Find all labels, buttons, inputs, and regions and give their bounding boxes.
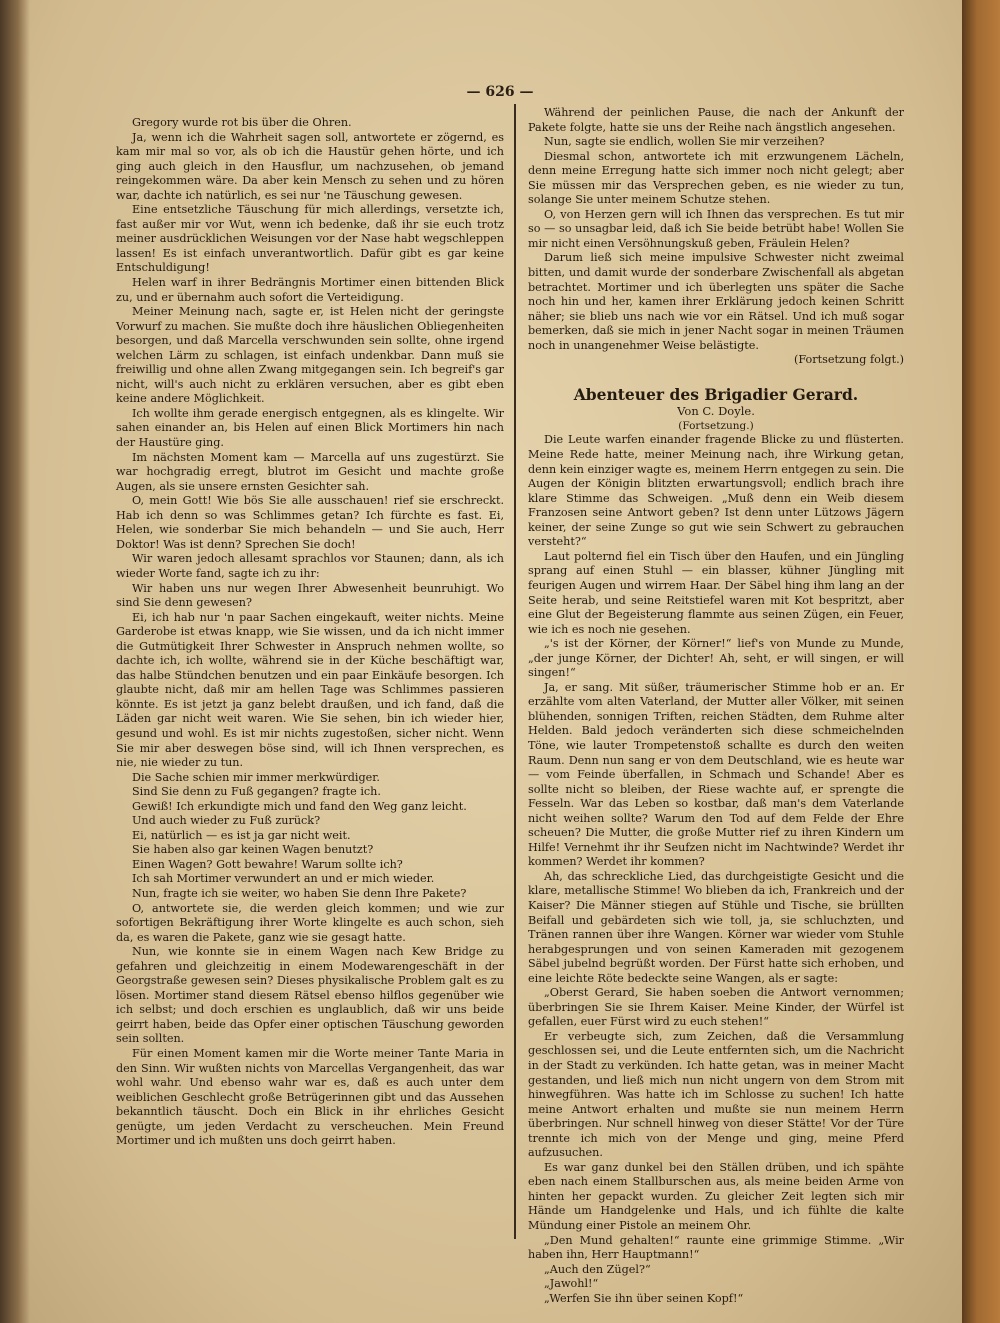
paragraph: Im nächsten Moment kam — Marcella auf uns zugestürzt. Sie war hochgradig erregt, blutrot im Gesicht und machte große Augen, als sie unsere ernsten Gesichter sah. — [116, 450, 504, 493]
paragraph: Eine entsetzliche Täuschung für mich allerdings, versetzte ich, fast außer mir vor Wut, wenn ich bedenke, daß ihr sie euch trotz meiner ausdrücklichen Weisungen vor der Nase habt wegschleppen lassen! Es ist einfach unverantwortlich. Dafür gibt es gar keine Entschuldigung! — [116, 203, 504, 275]
paragraph: „Werfen Sie ihn über seinen Kopf!“ — [544, 1291, 744, 1305]
paragraph: Darum ließ sich meine impulsive Schwester nicht zweimal bitten, und damit wurde der sonderbare Zwischenfall als abgetan betrachtet. Mortimer und ich überlegten uns später die Sache noch hin und her, kamen ihrer Erklärung jedoch keinen Schritt näher; sie blieb uns nach wie vor ein Rätsel. Und ich muß sogar bemerken, daß sie mich in jener Nacht sogar in meinen Träumen noch in unangenehmer Weise belästigte. — [528, 251, 904, 352]
paragraph: Für einen Moment kamen mir die Worte meiner Tante Maria in den Sinn. Wir wußten nichts von Marcellas Vergangenheit, das war wohl wahr. Und ebenso wahr war es, daß es auch unter dem weiblichen Geschlecht große Betrügerinnen gibt und das Aussehen bekanntlich täuscht. Doch ein Blick in ihr ehrliches Gesicht genügte, um jeden Verdacht zu verscheuchen. Mein Freund Mortimer und ich mußten uns doch geirrt haben. — [116, 1047, 504, 1148]
paragraph: Sind Sie denn zu Fuß gegangen? fragte ich. — [132, 785, 381, 799]
book-binding — [0, 0, 30, 1323]
paragraph: Ei, natürlich — es ist ja gar nicht weit. — [132, 828, 351, 842]
paragraph: O, von Herzen gern will ich Ihnen das versprechen. Es tut mir so — so unsagbar leid, daß ich Sie beide betrübt habe! Wollen Sie mir nicht einen Versöhnungskuß geben, Fräulein Helen? — [528, 207, 904, 250]
story-note: (Fortsetzung.) — [678, 419, 754, 432]
left-column — [116, 116, 504, 1149]
paragraph: Nun, sagte sie endlich, wollen Sie mir verzeihen? — [544, 135, 825, 149]
paragraph: Wir haben uns nur wegen Ihrer Abwesenheit beunruhigt. Wo sind Sie denn gewesen? — [116, 581, 504, 610]
paragraph: Sie haben also gar keinen Wagen benutzt? — [132, 843, 374, 857]
story-title: Abenteuer des Brigadier Gerard. — [573, 384, 859, 404]
right-column — [528, 106, 904, 1306]
paragraph: Die Sache schien mir immer merkwürdiger. — [132, 770, 380, 784]
paragraph: Und auch wieder zu Fuß zurück? — [132, 814, 321, 828]
paragraph: „Auch den Zügel?“ — [544, 1262, 651, 1276]
page-edge — [962, 0, 1000, 1323]
paragraph: Die Leute warfen einander fragende Blicke zu und flüsterten. Meine Rede hatte, meiner Meinung nach, ihre Wirkung getan, denn kein einziger wagte es, meinem Herrn entgegen zu sein. Die Augen der Königin blitzten erwartungsvoll; endlich brach ihre klare Stimme das Schweigen. „Muß denn ein Weib diesem Franzosen seine Antwort geben? Ist denn unter Lützows Jägern keiner, der seine Zunge so gut wie sein Schwert zu gebrauchen versteht?“ — [528, 433, 904, 549]
continuation-note: (Fortsetzung folgt.) — [793, 353, 904, 367]
paragraph: O, mein Gott! Wie bös Sie alle ausschauen! rief sie erschreckt. Hab ich denn so was Schlimmes getan? Ich fürchte es fast. Ei, Helen, wie sonderbar Sie mich behandeln — und Sie auch, Herr Doktor! Was ist denn? Sprechen Sie doch! — [116, 494, 504, 551]
paragraph: Er verbeugte sich, zum Zeichen, daß die Versammlung geschlossen sei, und die Leute entfernten sich, um die Nachricht in der Stadt zu verkünden. Ich hatte getan, was in meiner Macht gestanden, und ließ mich nun nicht ungern von dem Strom mit hinwegführen. Was hatte ich im Schlosse zu suchen! Ich hatte meine Antwort erhalten und mußte sie nun meinem Herrn überbringen. Nur schnell hinweg von dieser Stätte! Vor der Türe trennte ich mich von der Menge und ging, meine Pferd aufzusuchen. — [528, 1029, 904, 1160]
paragraph: Nun, fragte ich sie weiter, wo haben Sie denn Ihre Pakete? — [132, 886, 467, 900]
paragraph: Es war ganz dunkel bei den Ställen drüben, und ich spähte eben nach einem Stallburschen aus, als meine beiden Arme von hinten her gepackt wurden. Zu gleicher Zeit legten sich mir Hände um Handgelenke und Hals, und ich fühlte die kalte Mündung einer Pistole an meinem Ohr. — [528, 1160, 904, 1233]
story-author: Von C. Doyle. — [677, 404, 755, 419]
paragraph: Ja, er sang. Mit süßer, träumerischer Stimme hob er an. Er erzählte vom alten Vaterland, der Mutter aller Völker, mit seinen blühenden, sonnigen Triften, reichen Städten, dem Ruhme alter Helden. Bald jedoch veränderten sich diese schmeichelnden Töne, wie lauter Trompetenstoß schallte es durch den weiten Raum. Denn nun sang er von dem Deutschland, wie es heute war — vom Feinde überfallen, in Schmach und Schande! Aber es sollte nicht so bleiben, der Riese wachte auf, er sprengte die Fesseln. War das Leben so kostbar, daß man's dem Vaterlande nicht weihen sollte? Warum den Tod auf dem Felde der Ehre scheuen? Die Mutter, die große Mutter rief zu ihren Kindern um Hilfe! Vernehmt ihr ihr Seufzen nicht im Nachtwinde? Werdet ihr kommen? Werdet ihr kommen? — [528, 680, 904, 869]
paragraph: „Oberst Gerard, Sie haben soeben die Antwort vernommen; überbringen Sie sie Ihrem Kaiser. Meine Kinder, der Würfel ist gefallen, euer Fürst wird zu euch stehen!“ — [528, 986, 904, 1029]
paragraph: O, antwortete sie, die werden gleich kommen; und wie zur sofortigen Bekräftigung ihrer Worte klingelte es auch schon, sieh da, es waren die Pakete, ganz wie sie gesagt hatte. — [116, 901, 504, 944]
paragraph: „Den Mund gehalten!“ raunte eine grimmige Stimme. „Wir haben ihn, Herr Hauptmann!“ — [528, 1233, 904, 1262]
paragraph: Während der peinlichen Pause, die nach der Ankunft der Pakete folgte, hatte sie uns der Reihe nach ängstlich angesehen. — [528, 106, 904, 134]
paragraph: Nun, wie konnte sie in einem Wagen nach Kew Bridge zu gefahren und gleichzeitig in einem Modewarengeschäft in der Georgstraße gewesen sein? Dieses physikalische Problem galt es zu lösen. Mortimer stand diesem Rätsel ebenso hilflos gegenüber wie ich selbst; und doch erschien es unglaublich, daß wir uns beide geirrt haben, beide das Opfer einer optischen Täuschung geworden sein sollten. — [116, 945, 504, 1046]
paragraph: Helen warf in ihrer Bedrängnis Mortimer einen bittenden Blick zu, und er übernahm auch sofort die Verteidigung. — [116, 276, 504, 304]
column-divider — [514, 104, 516, 1239]
paragraph: Meiner Meinung nach, sagte er, ist Helen nicht der geringste Vorwurf zu machen. Sie mußte doch ihre häuslichen Obliegenheiten besorgen, und daß Marcella verschwunden sein sollte, ohne irgend welchen Lärm zu schlagen, ist einfach undenkbar. Dann muß sie freiwillig und ohne allen Zwang mitgegangen sein. Ich begreif's gar nicht, will's auch nicht zu erklären versuchen, aber es gibt eben keine andere Möglichkeit. — [116, 305, 504, 406]
paragraph: Einen Wagen? Gott bewahre! Warum sollte ich? — [132, 857, 403, 871]
paragraph: Ich sah Mortimer verwundert an und er mich wieder. — [132, 872, 435, 886]
paragraph: Wir waren jedoch allesamt sprachlos vor Staunen; dann, als ich wieder Worte fand, sagte ich zu ihr: — [116, 552, 504, 580]
paragraph: „Jawohl!“ — [544, 1277, 599, 1291]
paragraph: Gewiß! Ich erkundigte mich und fand den Weg ganz leicht. — [132, 799, 467, 813]
paragraph: Ja, wenn ich die Wahrheit sagen soll, antwortete er zögernd, es kam mir mal so vor, als ob ich die Haustür gehen hörte, und ich ging auch gleich in den Hausflur, um nachzusehen, ob jemand reingekommen wäre. Da aber kein Mensch zu sehen und zu hören war, dachte ich natürlich, es sei nur 'ne Täuschung gewesen. — [116, 130, 504, 202]
paragraph: Diesmal schon, antwortete ich mit erzwungenem Lächeln, denn meine Erregung hatte sich immer noch nicht gelegt; aber Sie müssen mir das Versprechen geben, es nie wieder zu tun, solange Sie unter meinem Schutze stehen. — [528, 149, 904, 207]
paragraph: „'s ist der Körner, der Körner!“ lief's von Munde zu Munde, „der junge Körner, der Dichter! Ah, seht, er will singen, er will singen!“ — [528, 637, 904, 680]
paragraph: Ich wollte ihm gerade energisch entgegnen, als es klingelte. Wir sahen einander an, bis Helen auf einen Blick Mortimers hin nach der Haustüre ging. — [116, 406, 504, 450]
page-number: — 626 — — [466, 84, 534, 100]
paragraph: Ei, ich hab nur 'n paar Sachen eingekauft, weiter nichts. Meine Garderobe ist etwas knapp, wie Sie wissen, und da ich nicht immer die Gutmütigkeit Ihrer Schwester in Anspruch nehmen wollte, so dachte ich, ich wollte, während sie in der Küche beschäftigt war, das halbe Stündchen benutzen und ein paar Einkäufe besorgen. Ich glaubte nicht, daß mir am hellen Tage was Schlimmes passieren könnte. Es ist jetzt ja ganz belebt draußen, und ich fand, daß die Läden gar nicht weit waren. Wie Sie sehen, bin ich wieder hier, gesund und wohl. Es ist mir nichts zugestoßen, sicher nicht. Wenn Sie mir aber deswegen böse sind, will ich Ihnen versprechen, es nie, nie wieder zu tun. — [116, 610, 504, 770]
paragraph: Laut polternd fiel ein Tisch über den Haufen, und ein Jüngling sprang auf einen Stuhl — ein blasser, kühner Jüngling mit feurigen Augen und wirrem Haar. Der Säbel hing ihm lang an der Seite herab, und seine Reitstiefel waren mit Kot bespritzt, aber eine Glut der Begeisterung flammte aus seinen Zügen, ein Feuer, wie ich es noch nie gesehen. — [528, 549, 904, 636]
paragraph: Gregory wurde rot bis über die Ohren. — [132, 116, 352, 129]
paragraph: Ah, das schreckliche Lied, das durchgeistigte Gesicht und die klare, metallische Stimme! Wo blieben da ich, Frankreich und der Kaiser? Die Männer stiegen auf Stühle und Tische, sie brüllten Beifall und gebärdeten sich wie toll, ja, sie schluchzten, und Tränen rannen über ihre Wangen. Körner war wieder vom Stuhle herabgesprungen und von seinen Kameraden mit gezogenem Säbel jubelnd begrüßt worden. Der Fürst hatte sich erhoben, und eine leichte Röte bedeckte seine Wangen, als er sagte: — [528, 869, 904, 985]
